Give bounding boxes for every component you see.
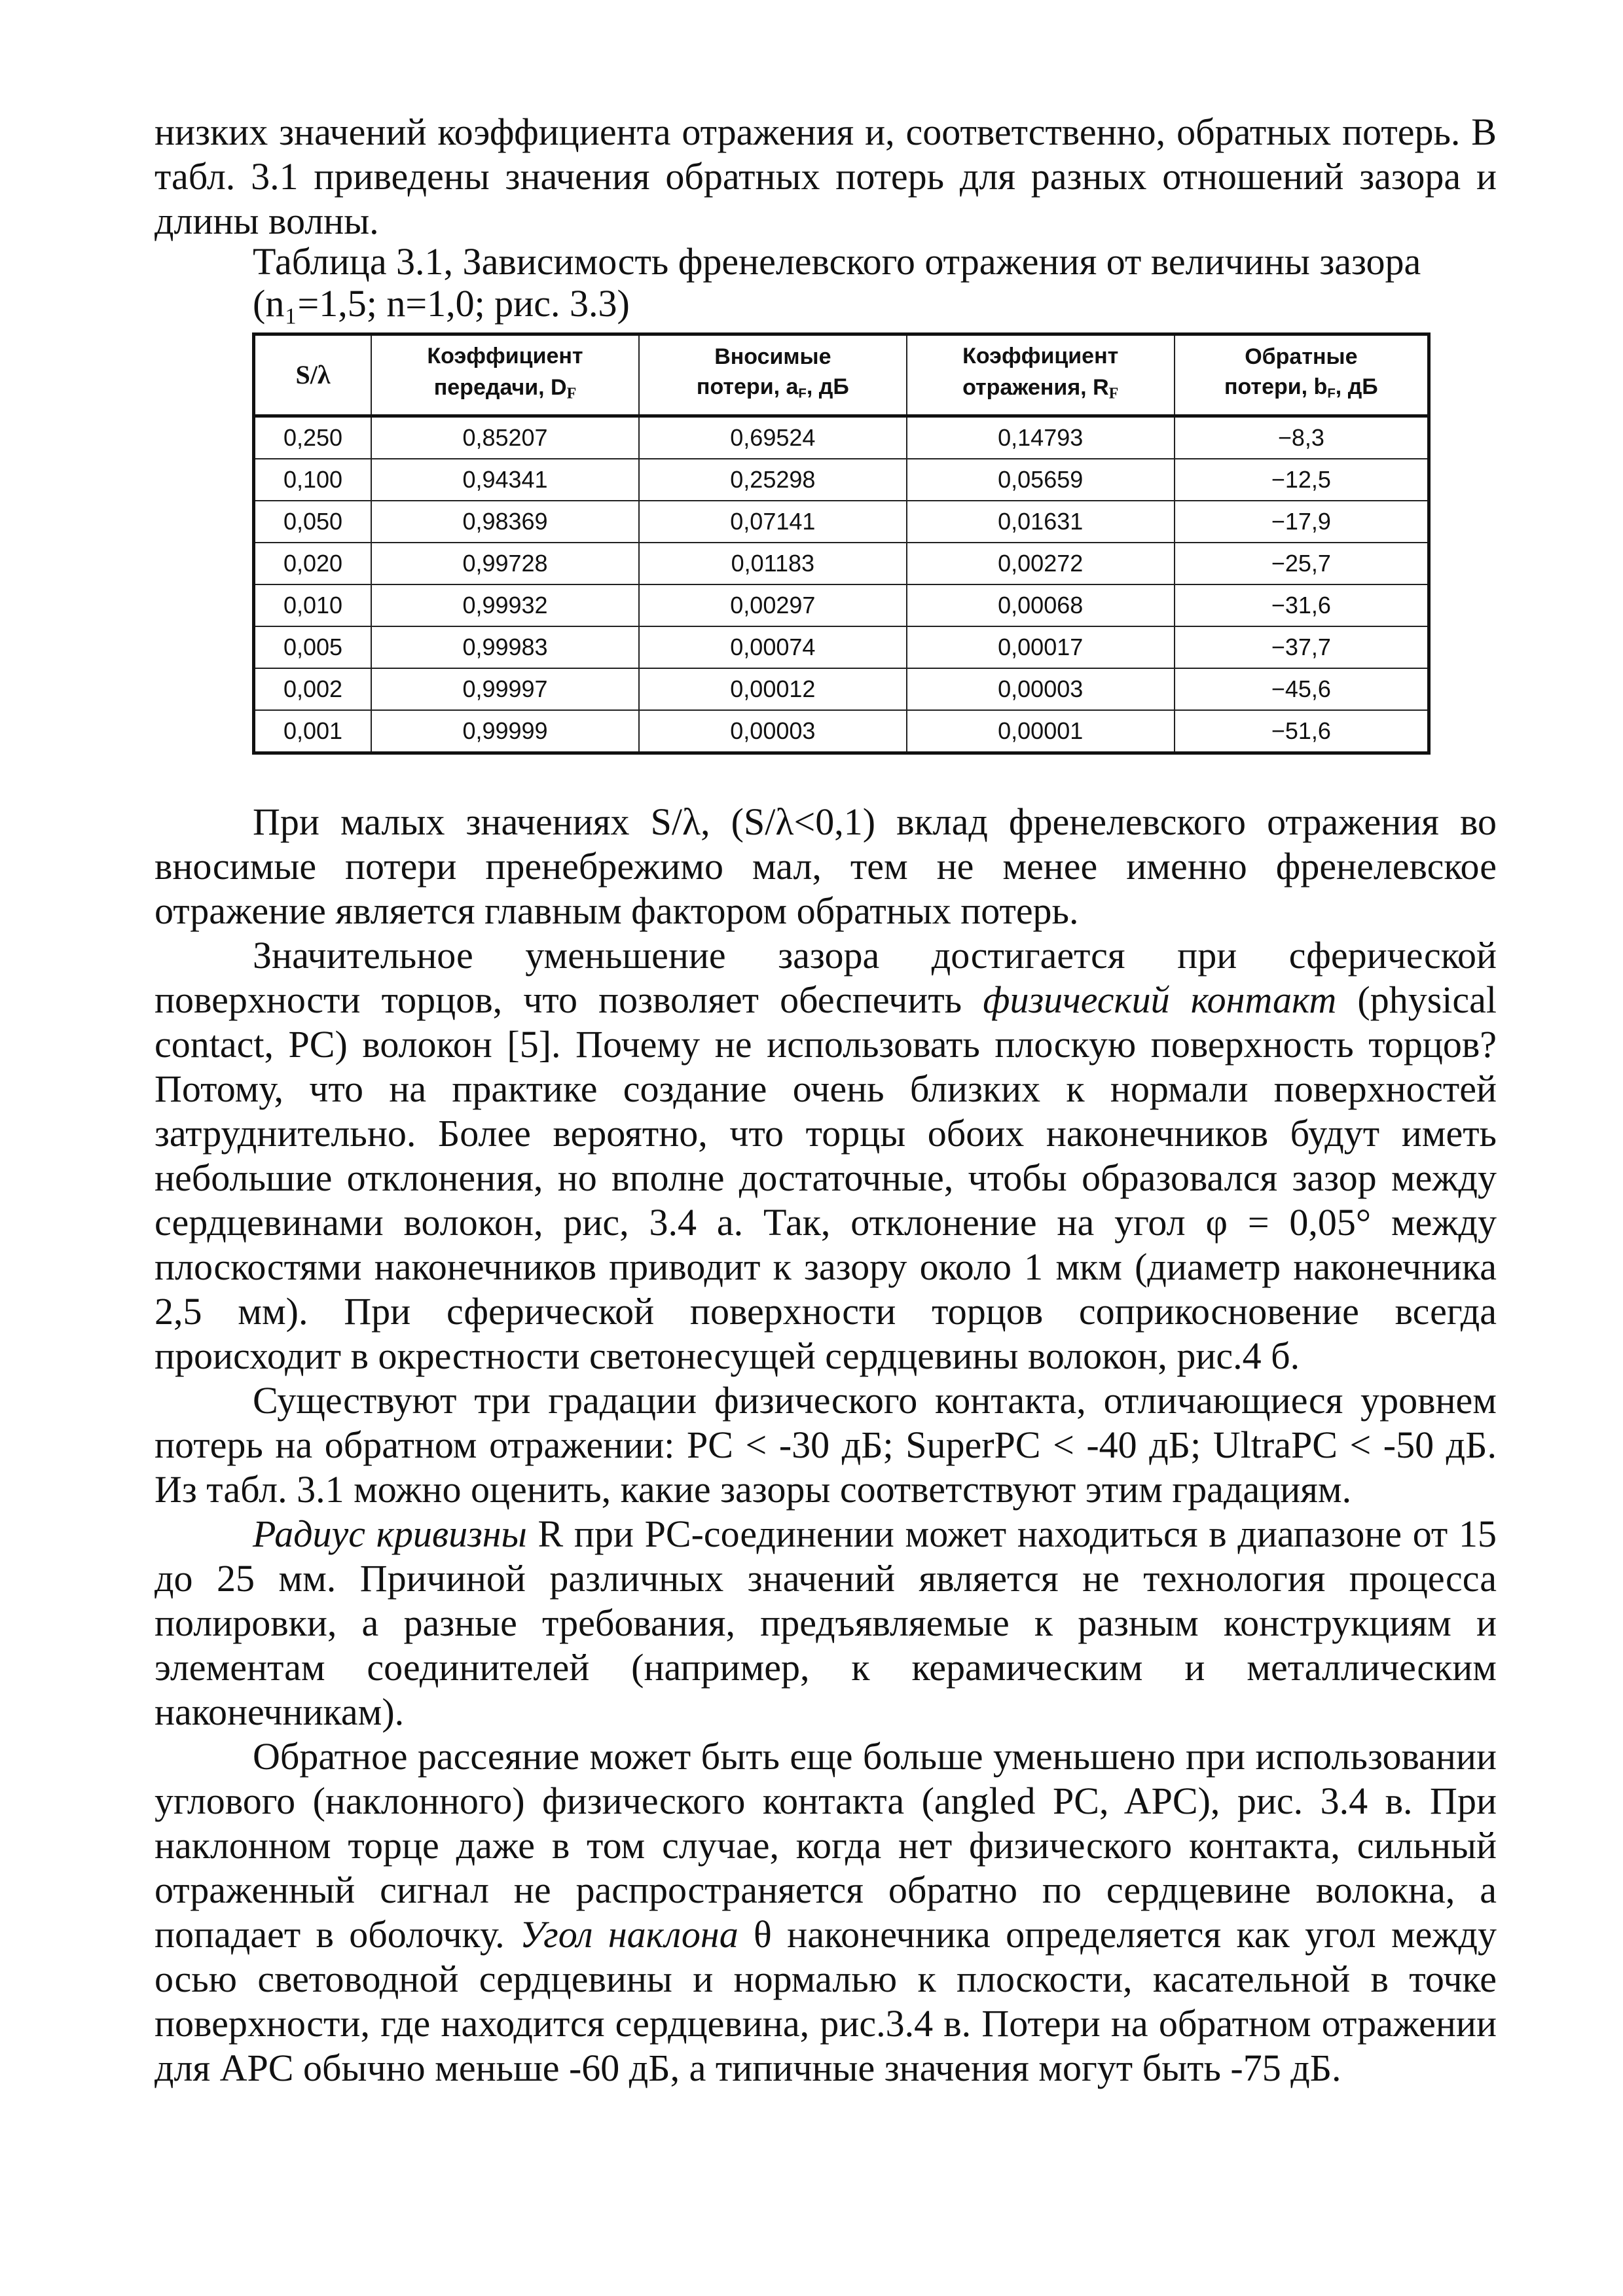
paragraph-4: Радиус кривизны R при PC-соединении может находиться в диапазоне от 15 до 25 мм. Причиной различных значений является не технология процесса полировки, а разные требования, предъявляемые к разным конструкциям и элементам соединителей (например, к керамическим и металлическим наконечникам). <box>155 1513 1497 1733</box>
table-cell: 0,14793 <box>907 416 1175 459</box>
table-3-1 <box>252 332 1431 755</box>
table-cell: 0,99932 <box>371 584 639 626</box>
table-cell: 0,01631 <box>907 501 1175 543</box>
table-row <box>254 710 1429 753</box>
table-cell: 0,250 <box>254 416 372 459</box>
table-cell: −8,3 <box>1175 416 1429 459</box>
table-cell: 0,00003 <box>639 710 907 753</box>
table-body <box>254 416 1429 753</box>
table-caption-line2: (n₁=1,5; n=1,0; рис. 3.3) <box>253 282 630 325</box>
table-cell: 0,00017 <box>907 626 1175 668</box>
table-cell: 0,00272 <box>907 543 1175 584</box>
header-s-lambda: S/λ <box>254 334 372 416</box>
table-cell: 0,00068 <box>907 584 1175 626</box>
header-return-loss: Обратные потери, $b_F$, дБ <box>1175 334 1429 416</box>
paragraph-2: Значительное уменьшение зазора достигается при сферической поверхности торцов, что позволяет обеспечить физический контакт (physical contact, PC) волокон [5]. Почему не использовать плоскую поверхность торцов? Потому, что на практике создание очень близких к нормали поверхностей затруднительно. Более вероятно, что торцы обоих наконечников будут иметь небольшие отклонения, но вполне достаточные, чтобы образовался зазор между сердцевинами волокон, рис, 3.4 а. Так, отклонение на угол φ = 0,05° между плоскостями наконечников приводит к зазору около 1 мкм (диаметр наконечника 2,5 мм). При сферической поверхности торцов соприкосновение всегда происходит в окрестности светонесущей сердцевины волокон, рис.4 б. <box>155 934 1497 1377</box>
table-cell: 0,85207 <box>371 416 639 459</box>
header-insertion-loss: Вносимые потери, $a_F$, дБ <box>639 334 907 416</box>
table-cell: 0,99728 <box>371 543 639 584</box>
tilt-angle-term: Угол наклона <box>519 1913 739 1956</box>
table-cell: 0,99999 <box>371 710 639 753</box>
table-cell: −25,7 <box>1175 543 1429 584</box>
table-cell: 0,050 <box>254 501 372 543</box>
header-reflection: Коэффициент отражения, $R_F$ <box>907 334 1175 416</box>
table-row <box>254 543 1429 584</box>
table-cell: 0,020 <box>254 543 372 584</box>
paragraph-1: При малых значениях S/λ, (S/λ<0,1) вклад френелевского отражения во вносимые потери пренебрежимо мал, тем не менее именно френелевское отражение является главным фактором обратных потерь. <box>155 800 1497 932</box>
paragraph-3: Существуют три градации физического контакта, отличающиеся уровнем потерь на обратном отражении: PC < -30 дБ; SuperPC < -40 дБ; UltraPC < -50 дБ. Из табл. 3.1 можно оценить, какие зазоры соответствуют этим градациям. <box>155 1379 1497 1511</box>
table-cell: 0,01183 <box>639 543 907 584</box>
table-cell: 0,005 <box>254 626 372 668</box>
table-cell: 0,05659 <box>907 459 1175 501</box>
table-cell: 0,07141 <box>639 501 907 543</box>
table-cell: 0,002 <box>254 668 372 710</box>
table-cell: −45,6 <box>1175 668 1429 710</box>
table-row <box>254 501 1429 543</box>
top-text-block <box>155 110 1497 243</box>
table-cell: 0,94341 <box>371 459 639 501</box>
table-row <box>254 668 1429 710</box>
table-row <box>254 584 1429 626</box>
table-cell: 0,00012 <box>639 668 907 710</box>
table-cell: −31,6 <box>1175 584 1429 626</box>
table-cell: 0,99997 <box>371 668 639 710</box>
physical-contact-term: физический контакт <box>983 978 1337 1021</box>
table-cell: −12,5 <box>1175 459 1429 501</box>
table-cell: 0,00297 <box>639 584 907 626</box>
paragraph-5: Обратное рассеяние может быть еще больше уменьшено при использовании углового (наклонного) физического контакта (angled PC, APC), рис. 3.4 в. При наклонном торце даже в том случае, когда нет физического контакта, сильный отраженный сигнал не распространяется обратно по сердцевине волокна, а попадает в оболочку. Угол наклона θ наконечника определяется как угол между осью световодной сердцевины и нормалью к плоскости, касательной в точке поверхности, где находится сердцевина, рис.3.4 в. Потери на обратном отражении для APC обычно меньше -60 дБ, а типичные значения могут быть -75 дБ. <box>155 1735 1497 2089</box>
table-cell: −17,9 <box>1175 501 1429 543</box>
table-row <box>254 459 1429 501</box>
header-transmission: Коэффициент передачи, $D_F$ <box>371 334 639 416</box>
table-cell: 0,25298 <box>639 459 907 501</box>
table-cell: 0,00001 <box>907 710 1175 753</box>
table-row <box>254 626 1429 668</box>
table-row <box>254 416 1429 459</box>
table-cell: 0,98369 <box>371 501 639 543</box>
table-caption-line1: Таблица 3.1, Зависимость френелевского отражения от величины зазора <box>253 240 1421 283</box>
table-cell: 0,99983 <box>371 626 639 668</box>
table-cell: 0,00074 <box>639 626 907 668</box>
table-cell: 0,69524 <box>639 416 907 459</box>
table-cell: 0,001 <box>254 710 372 753</box>
table-cell: 0,010 <box>254 584 372 626</box>
table-cell: −51,6 <box>1175 710 1429 753</box>
table-cell: 0,00003 <box>907 668 1175 710</box>
table-header-row <box>254 334 1429 416</box>
curvature-radius-term: Радиус кривизны <box>253 1513 527 1555</box>
table-cell: −37,7 <box>1175 626 1429 668</box>
table-cell: 0,100 <box>254 459 372 501</box>
body-text-block <box>155 800 1497 2090</box>
top-paragraph: низких значений коэффициента отражения и, соответственно, обратных потерь. В табл. 3.1 приведены значения обратных потерь для разных отношений зазора и длины волны. <box>155 111 1497 242</box>
table-caption <box>155 241 1497 325</box>
